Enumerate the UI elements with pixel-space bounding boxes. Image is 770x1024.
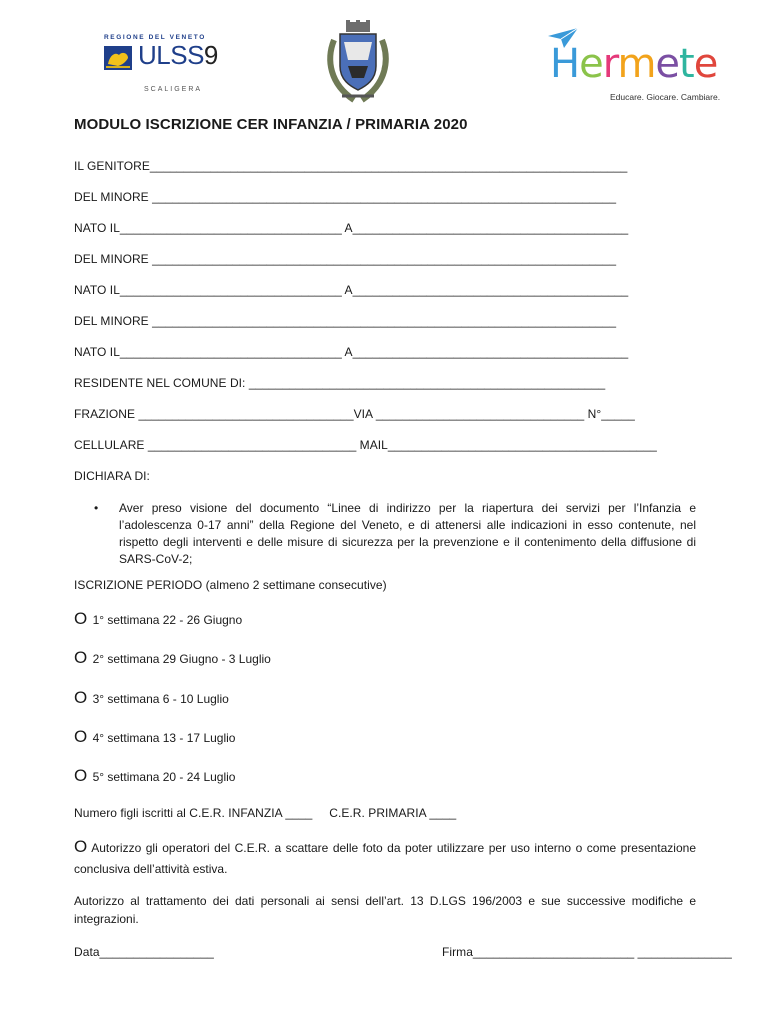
autorizzo-dati-paragraph: Autorizzo al trattamento dei dati personali ai sensi dell’art. 13 D.LGS 196/2003 e sue successive modifiche e integrazioni. [74, 894, 696, 926]
nato-2-field[interactable]: NATO IL_________________________________ A_________________________________________ [74, 283, 629, 297]
week-option[interactable] [74, 766, 235, 786]
lion-badge-icon [104, 46, 132, 70]
radio-circle-icon[interactable]: O [74, 766, 88, 785]
week-label: 2° settimana 29 Giugno - 3 Luglio [92, 652, 271, 666]
week-option[interactable] [74, 688, 229, 708]
dichiara-label: DICHIARA DI: [74, 469, 150, 483]
ulss-text: ULSS [138, 40, 204, 70]
week-label: 1° settimana 22 - 26 Giugno [92, 613, 243, 627]
logo-header [0, 18, 770, 102]
regione-veneto-label: REGIONE DEL VENETO [104, 34, 206, 41]
dichiarazione-bullet [96, 500, 696, 568]
iscrizione-periodo-label: ISCRIZIONE PERIODO (almeno 2 settimane consecutive) [74, 578, 387, 592]
scaligera-label: SCALIGERA [144, 86, 203, 93]
week-label: 4° settimana 13 - 17 Luglio [92, 731, 236, 745]
week-option[interactable] [74, 727, 235, 747]
firma-field[interactable]: Firma________________________ ______________ [442, 945, 732, 959]
week-label: 3° settimana 6 - 10 Luglio [92, 692, 229, 706]
ulss9-wordmark [138, 42, 218, 68]
hermete-letter: e [655, 41, 680, 87]
radio-circle-icon[interactable]: O [74, 727, 88, 746]
ulss9-logo [104, 34, 224, 94]
hermete-logo [546, 28, 721, 108]
week-option[interactable] [74, 648, 271, 668]
genitore-field[interactable]: IL GENITORE_______________________________________________________________________ [74, 159, 628, 173]
nato-1-field[interactable]: NATO IL_________________________________ A_________________________________________ [74, 221, 629, 235]
radio-circle-icon[interactable]: O [74, 648, 88, 667]
radio-circle-icon[interactable]: O [74, 837, 88, 856]
hermete-letter: e [693, 41, 718, 87]
dichiarazione-text: Aver preso visione del documento “Linee di indirizzo per la riapertura dei servizi per l’Infanzia e l’adolescenza 0-17 anni” della Regione del Veneto, e di attenersi alle indicazioni in esso contenute, nel rispetto degli interventi e delle misure di sicurezza per la prevenzione e il contenimento della diffusione di SARS-CoV-2; [119, 501, 696, 566]
hermete-letter: r [602, 41, 618, 87]
numero-figli-field[interactable]: Numero figli iscritti al C.E.R. INFANZIA ____ C.E.R. PRIMARIA ____ [74, 806, 457, 820]
page-title: MODULO ISCRIZIONE CER INFANZIA / PRIMARIA 2020 [74, 116, 468, 133]
minore-2-field[interactable]: DEL MINORE _____________________________________________________________________ [74, 252, 617, 266]
frazione-field[interactable]: FRAZIONE ________________________________VIA _______________________________ N°_____ [74, 407, 635, 421]
minore-3-field[interactable]: DEL MINORE _____________________________________________________________________ [74, 314, 617, 328]
hermete-letter: H [550, 41, 580, 87]
hermete-letter: t [679, 41, 694, 87]
week-label: 5° settimana 20 - 24 Luglio [92, 770, 236, 784]
data-field[interactable]: Data_________________ [74, 945, 214, 959]
coat-of-arms-icon [324, 20, 392, 104]
radio-circle-icon[interactable]: O [74, 688, 88, 707]
autorizzo-foto-text: Autorizzo gli operatori del C.E.R. a scattare delle foto da poter utilizzare per uso interno o come presentazione conclusiva dell’attività estiva. [74, 841, 696, 876]
residente-field[interactable]: RESIDENTE NEL COMUNE DI: _____________________________________________________ [74, 376, 606, 390]
nato-3-field[interactable]: NATO IL_________________________________ A_________________________________________ [74, 345, 629, 359]
hermete-letter: e [579, 41, 603, 87]
radio-circle-icon[interactable]: O [74, 609, 88, 628]
hermete-wordmark [550, 41, 718, 87]
autorizzo-foto-paragraph[interactable] [74, 836, 696, 880]
hermete-letter: m [617, 41, 656, 87]
bullet-icon: • [94, 501, 99, 515]
cellulare-field[interactable]: CELLULARE _______________________________ MAIL________________________________________ [74, 438, 657, 452]
week-option[interactable] [74, 609, 242, 629]
minore-1-field[interactable]: DEL MINORE _____________________________________________________________________ [74, 190, 617, 204]
hermete-tagline: Educare. Giocare. Cambiare. [610, 92, 721, 102]
ulss-number: 9 [203, 40, 218, 70]
